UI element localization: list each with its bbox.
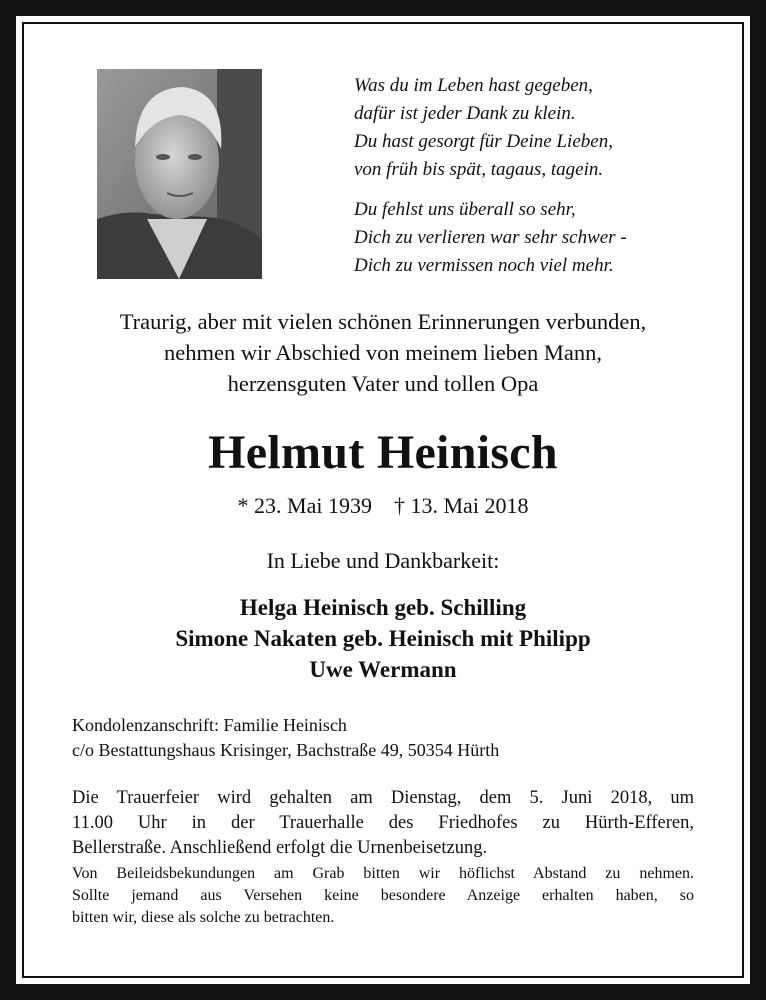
intro-line: herzensguten Vater und tollen Opa bbox=[227, 371, 539, 396]
closing-note bbox=[72, 863, 694, 929]
portrait-photo bbox=[97, 69, 262, 279]
ceremony-line: Bellerstraße. Anschließend erfolgt die Urnenbeisetzung. bbox=[72, 838, 488, 858]
address-line: c/o Bestattungshaus Krisinger, Bachstraße 49, 50354 Hürth bbox=[72, 740, 500, 760]
death-date: † 13. Mai 2018 bbox=[394, 493, 529, 518]
ceremony-info bbox=[72, 786, 694, 861]
poem-line: von früh bis spät, tagaus, tagein. bbox=[354, 159, 604, 180]
family-names bbox=[30, 592, 736, 685]
poem-line: Dich zu verlieren war sehr schwer - bbox=[354, 227, 627, 248]
birth-date: * 23. Mai 1939 bbox=[237, 493, 372, 518]
ceremony-line: 11.00 Uhr in der Trauerhalle des Friedhofes zu Hürth-Efferen, bbox=[72, 813, 694, 833]
poem-stanza-2 bbox=[354, 196, 724, 280]
poem-line: Was du im Leben hast gegeben, bbox=[354, 75, 593, 96]
note-line: Von Beileidsbekundungen am Grab bitten wir höflichst Abstand zu nehmen. bbox=[72, 865, 694, 882]
poem-line: Du fehlst uns überall so sehr, bbox=[354, 199, 576, 220]
intro-text bbox=[30, 306, 736, 399]
poem-line: Dich zu vermissen noch viel mehr. bbox=[354, 255, 614, 276]
address-line: Kondolenzanschrift: Familie Heinisch bbox=[72, 715, 347, 735]
deceased-name: Helmut Heinisch bbox=[208, 426, 558, 479]
condolence-address bbox=[72, 713, 702, 763]
dedication: In Liebe und Dankbarkeit: bbox=[266, 548, 500, 573]
family-member: Simone Nakaten geb. Heinisch mit Philipp bbox=[175, 626, 591, 651]
poem-line: Du hast gesorgt für Deine Lieben, bbox=[354, 131, 613, 152]
poem-line: dafür ist jeder Dank zu klein. bbox=[354, 103, 576, 124]
note-line: bitten wir, diese als solche zu betrachten. bbox=[72, 909, 335, 926]
family-member: Uwe Wermann bbox=[309, 657, 457, 682]
intro-line: nehmen wir Abschied von meinem lieben Mann, bbox=[163, 340, 603, 365]
life-dates bbox=[30, 491, 736, 521]
poem-stanza-1 bbox=[354, 72, 724, 184]
intro-line: Traurig, aber mit vielen schönen Erinnerungen verbunden, bbox=[119, 309, 647, 334]
poem bbox=[354, 72, 724, 292]
family-member: Helga Heinisch geb. Schilling bbox=[239, 595, 527, 620]
note-line: Sollte jemand aus Versehen keine besondere Anzeige erhalten haben, so bbox=[72, 887, 694, 904]
ceremony-line: Die Trauerfeier wird gehalten am Dienstag, dem 5. Juni 2018, um bbox=[72, 788, 694, 808]
